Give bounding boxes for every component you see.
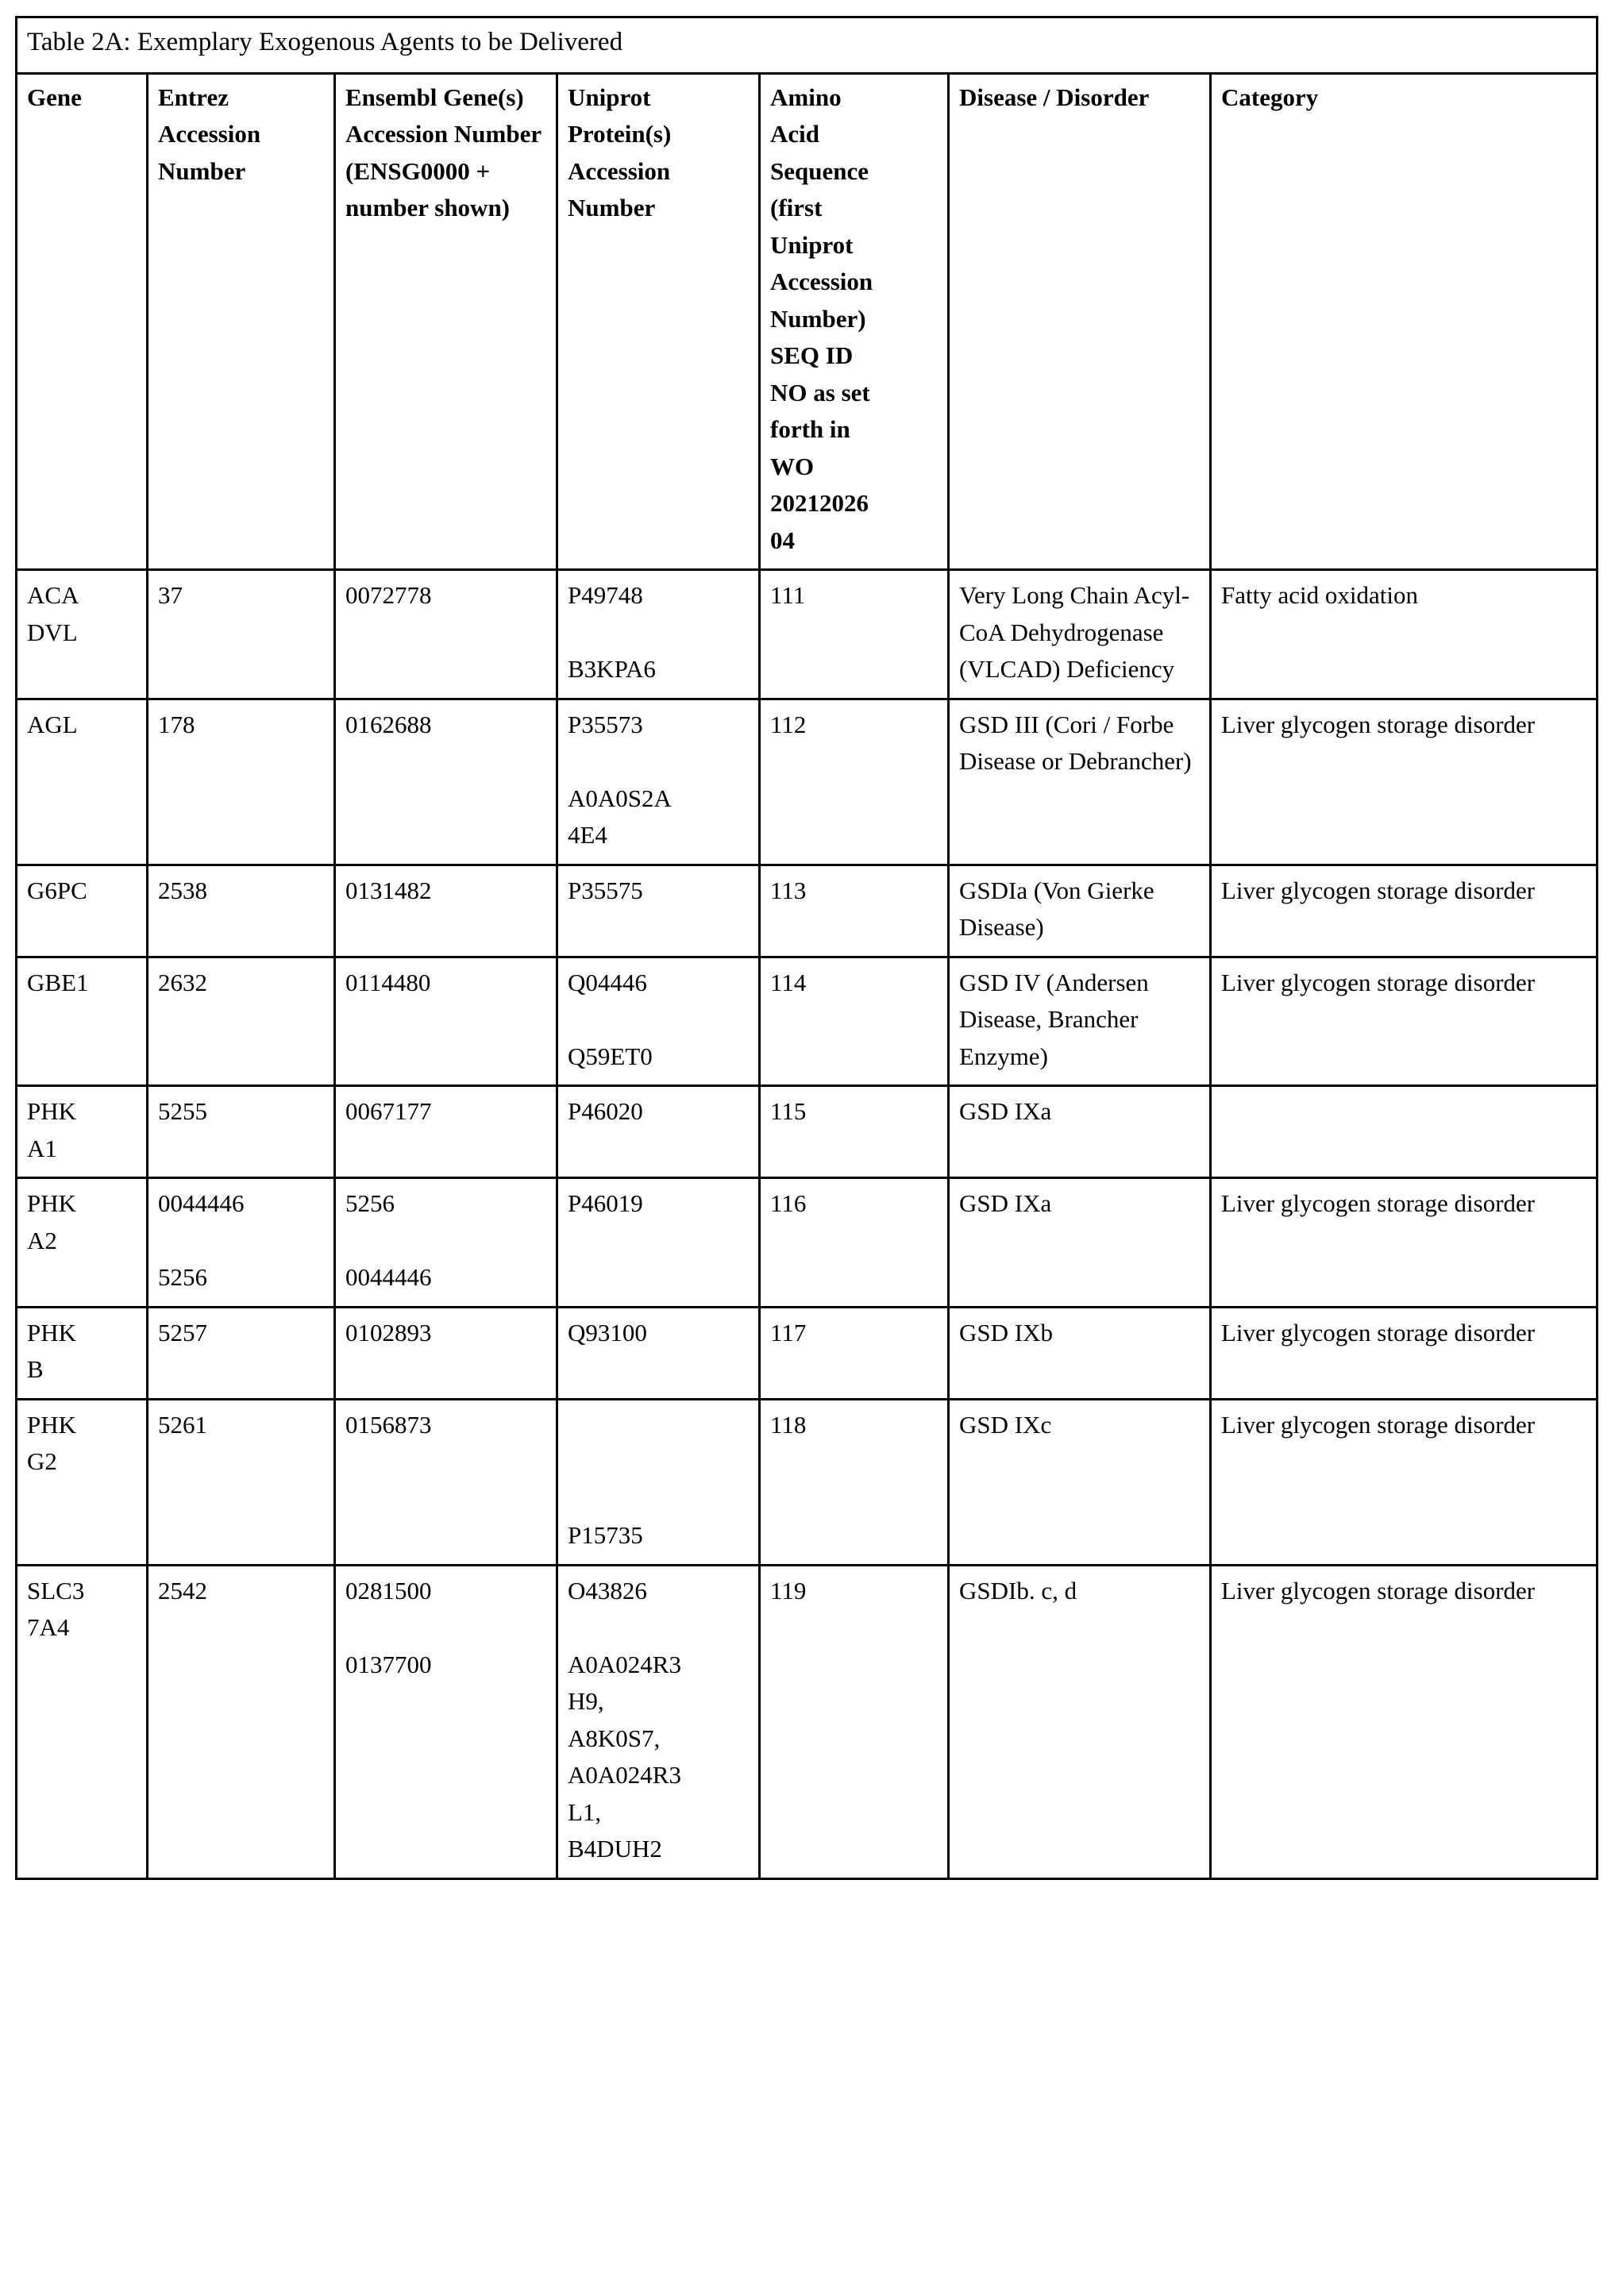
cell-entrez: 2632 <box>148 957 335 1086</box>
table-title-row <box>17 17 1598 74</box>
table-row-phka2 <box>17 1178 1598 1308</box>
cell-category: Liver glycogen storage disorder <box>1211 1178 1598 1308</box>
table-row-acadvl <box>17 570 1598 699</box>
cell-entrez: 5261 <box>148 1399 335 1565</box>
table-row-agl <box>17 699 1598 865</box>
table-row-gbe1 <box>17 957 1598 1086</box>
table-header-row <box>17 73 1598 570</box>
cell-seq-id: 113 <box>760 865 949 957</box>
table-row-g6pc <box>17 865 1598 957</box>
cell-ensembl: 0114480 <box>335 957 557 1086</box>
cell-entrez: 5255 <box>148 1086 335 1178</box>
cell-uniprot: P46020 <box>557 1086 760 1178</box>
cell-seq-id: 119 <box>760 1565 949 1878</box>
cell-uniprot: Q93100 <box>557 1307 760 1399</box>
cell-entrez: 37 <box>148 570 335 699</box>
cell-seq-id: 114 <box>760 957 949 1086</box>
cell-ensembl: 5256 0044446 <box>335 1178 557 1308</box>
cell-category: Liver glycogen storage disorder <box>1211 1565 1598 1878</box>
cell-disease: Very Long Chain Acyl-CoA Dehydrogenase (VLCAD) Deficiency <box>949 570 1211 699</box>
cell-uniprot: P35573 A0A0S2A 4E4 <box>557 699 760 865</box>
cell-entrez: 2538 <box>148 865 335 957</box>
cell-disease: GSDIb. c, d <box>949 1565 1211 1878</box>
cell-gene: ACA DVL <box>17 570 148 699</box>
header-ensembl-accession-number: Ensembl Gene(s) Accession Number (ENSG0000 + number shown) <box>335 73 557 570</box>
cell-disease: GSD III (Cori / Forbe Disease or Debrancher) <box>949 699 1211 865</box>
cell-disease: GSD IXa <box>949 1178 1211 1308</box>
cell-ensembl: 0067177 <box>335 1086 557 1178</box>
header-category: Category <box>1211 73 1598 570</box>
cell-gene: SLC3 7A4 <box>17 1565 148 1878</box>
cell-ensembl: 0156873 <box>335 1399 557 1565</box>
cell-entrez: 178 <box>148 699 335 865</box>
cell-gene: AGL <box>17 699 148 865</box>
cell-disease: GSD IV (Andersen Disease, Brancher Enzyme) <box>949 957 1211 1086</box>
cell-disease: GSDIa (Von Gierke Disease) <box>949 865 1211 957</box>
cell-uniprot: P49748 B3KPA6 <box>557 570 760 699</box>
cell-entrez: 0044446 5256 <box>148 1178 335 1308</box>
cell-ensembl: 0131482 <box>335 865 557 957</box>
cell-gene: PHK G2 <box>17 1399 148 1565</box>
table-row-phkg2 <box>17 1399 1598 1565</box>
cell-ensembl: 0102893 <box>335 1307 557 1399</box>
cell-category: Liver glycogen storage disorder <box>1211 957 1598 1086</box>
header-disease-disorder: Disease / Disorder <box>949 73 1211 570</box>
cell-ensembl: 0281500 0137700 <box>335 1565 557 1878</box>
table-row-slc37a4 <box>17 1565 1598 1878</box>
cell-gene: PHK A2 <box>17 1178 148 1308</box>
header-gene: Gene <box>17 73 148 570</box>
table-row-phka1 <box>17 1086 1598 1178</box>
cell-seq-id: 118 <box>760 1399 949 1565</box>
cell-entrez: 5257 <box>148 1307 335 1399</box>
cell-ensembl: 0162688 <box>335 699 557 865</box>
cell-uniprot: P35575 <box>557 865 760 957</box>
cell-category: Liver glycogen storage disorder <box>1211 1399 1598 1565</box>
cell-seq-id: 112 <box>760 699 949 865</box>
cell-category <box>1211 1086 1598 1178</box>
header-amino-acid-seq-id: Amino Acid Sequence (first Uniprot Accession Number) SEQ ID NO as set forth in WO 20212026 04 <box>760 73 949 570</box>
table-title: Table 2A: Exemplary Exogenous Agents to be Delivered <box>17 17 1598 74</box>
cell-gene: PHK B <box>17 1307 148 1399</box>
cell-entrez: 2542 <box>148 1565 335 1878</box>
header-entrez-accession-number: Entrez Accession Number <box>148 73 335 570</box>
cell-disease: GSD IXa <box>949 1086 1211 1178</box>
cell-seq-id: 117 <box>760 1307 949 1399</box>
cell-uniprot: O43826 A0A024R3 H9, A8K0S7, A0A024R3 L1, B4DUH2 <box>557 1565 760 1878</box>
cell-gene: GBE1 <box>17 957 148 1086</box>
cell-disease: GSD IXc <box>949 1399 1211 1565</box>
header-uniprot-accession-number: Uniprot Protein(s) Accession Number <box>557 73 760 570</box>
cell-disease: GSD IXb <box>949 1307 1211 1399</box>
cell-seq-id: 115 <box>760 1086 949 1178</box>
cell-ensembl: 0072778 <box>335 570 557 699</box>
cell-category: Liver glycogen storage disorder <box>1211 699 1598 865</box>
cell-category: Liver glycogen storage disorder <box>1211 1307 1598 1399</box>
cell-seq-id: 111 <box>760 570 949 699</box>
cell-uniprot: P15735 <box>557 1399 760 1565</box>
cell-seq-id: 116 <box>760 1178 949 1308</box>
cell-gene: PHK A1 <box>17 1086 148 1178</box>
table-row-phkb <box>17 1307 1598 1399</box>
cell-gene: G6PC <box>17 865 148 957</box>
exogenous-agents-table <box>15 16 1598 1880</box>
cell-uniprot: Q04446 Q59ET0 <box>557 957 760 1086</box>
cell-uniprot: P46019 <box>557 1178 760 1308</box>
cell-category: Fatty acid oxidation <box>1211 570 1598 699</box>
cell-category: Liver glycogen storage disorder <box>1211 865 1598 957</box>
